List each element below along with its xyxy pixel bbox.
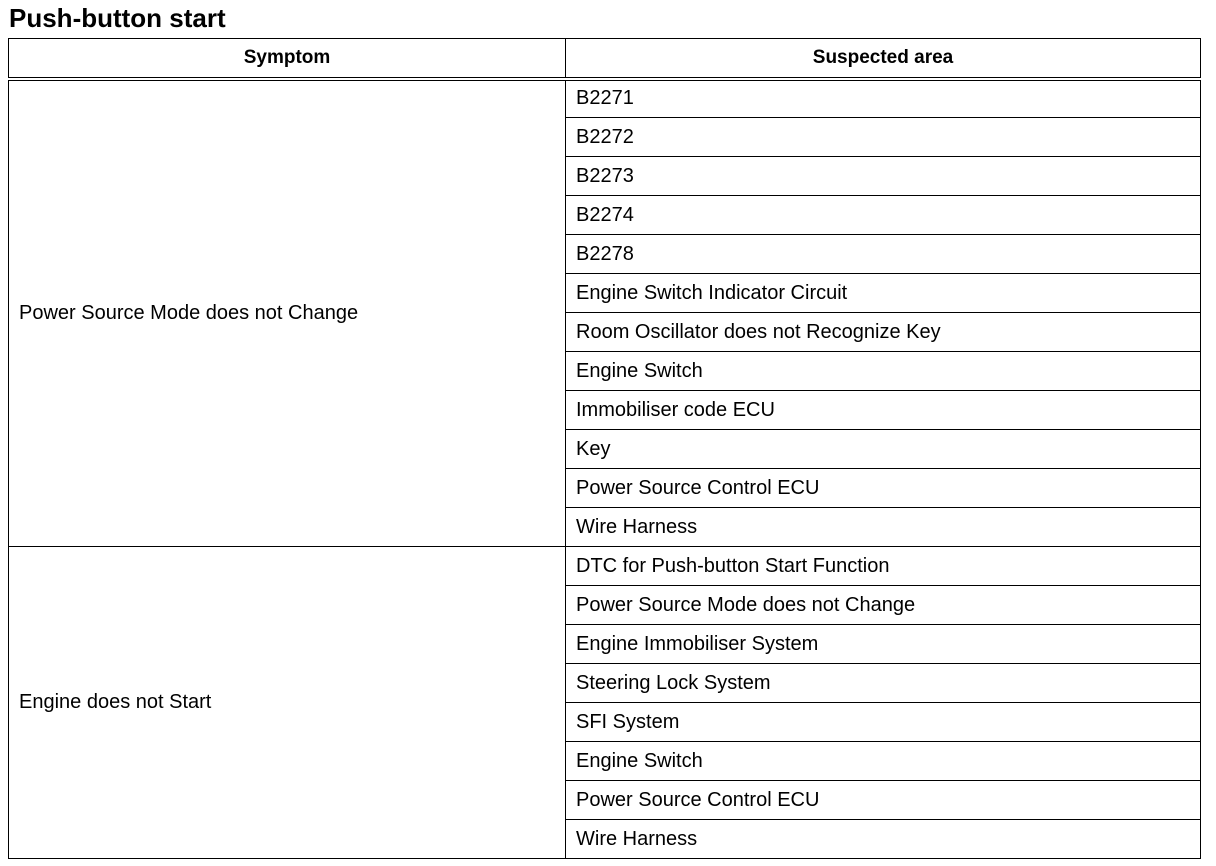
- suspected-area-cell: Engine Immobiliser System: [566, 625, 1201, 664]
- suspected-area-column-header: Suspected area: [566, 39, 1201, 79]
- symptom-column-header: Symptom: [9, 39, 566, 79]
- suspected-area-cell: Key: [566, 430, 1201, 469]
- suspected-area-cell: B2272: [566, 118, 1201, 157]
- suspected-area-cell: Power Source Control ECU: [566, 781, 1201, 820]
- table-row: [9, 547, 1201, 586]
- suspected-area-cell: Engine Switch: [566, 352, 1201, 391]
- suspected-area-cell: DTC for Push-button Start Function: [566, 547, 1201, 586]
- suspected-area-cell: Wire Harness: [566, 820, 1201, 859]
- suspected-area-cell: Engine Switch: [566, 742, 1201, 781]
- suspected-area-cell: Power Source Mode does not Change: [566, 586, 1201, 625]
- suspected-area-cell: Power Source Control ECU: [566, 469, 1201, 508]
- suspected-area-cell: Room Oscillator does not Recognize Key: [566, 313, 1201, 352]
- table-row: [9, 79, 1201, 118]
- page-title: Push-button start: [9, 3, 226, 33]
- symptom-cell: Power Source Mode does not Change: [9, 79, 566, 547]
- symptom-cell: Engine does not Start: [9, 547, 566, 859]
- suspected-area-cell: Engine Switch Indicator Circuit: [566, 274, 1201, 313]
- suspected-area-cell: Wire Harness: [566, 508, 1201, 547]
- suspected-area-cell: B2271: [566, 79, 1201, 118]
- suspected-area-cell: Immobiliser code ECU: [566, 391, 1201, 430]
- suspected-area-cell: B2273: [566, 157, 1201, 196]
- table-body: [9, 79, 1201, 859]
- table-header-row: [9, 39, 1201, 79]
- suspected-area-cell: SFI System: [566, 703, 1201, 742]
- suspected-area-cell: B2278: [566, 235, 1201, 274]
- suspected-area-cell: B2274: [566, 196, 1201, 235]
- symptom-table: [8, 38, 1201, 859]
- suspected-area-cell: Steering Lock System: [566, 664, 1201, 703]
